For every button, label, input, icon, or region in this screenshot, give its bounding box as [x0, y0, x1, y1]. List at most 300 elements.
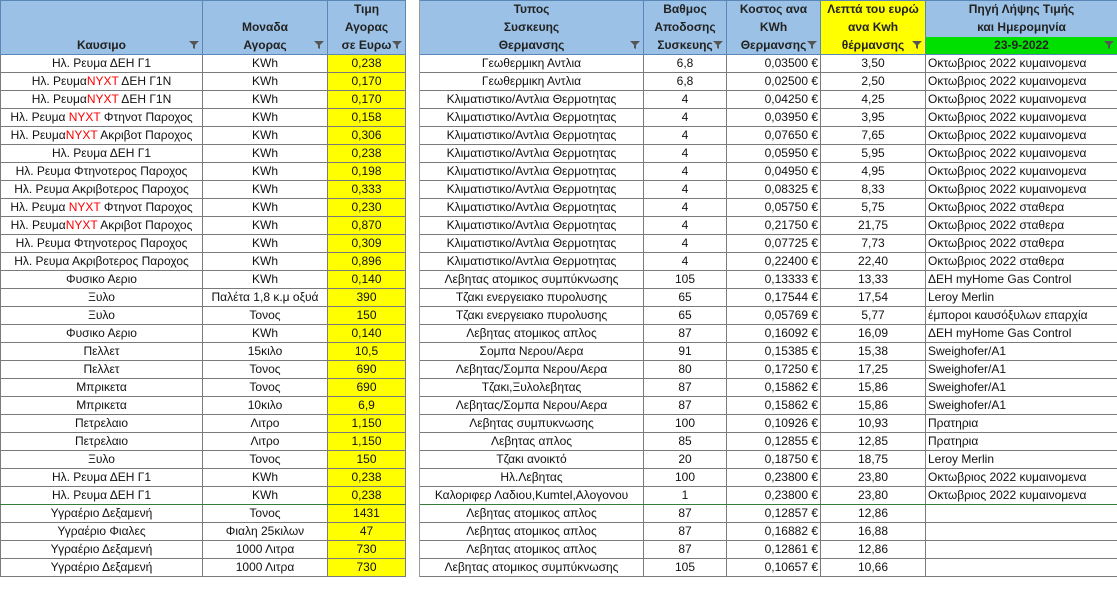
gap-cell: [406, 145, 420, 163]
source-cell[interactable]: έμποροι καυσόξυλων επαρχία: [926, 307, 1117, 325]
cents-cell[interactable]: 7,73: [821, 235, 926, 253]
device-type-cell[interactable]: Κλιματιστικο/Αντλια Θερμοτητας: [420, 163, 644, 181]
price-cell[interactable]: 390: [328, 289, 406, 307]
cost-cell[interactable]: 0,17250 €: [727, 361, 821, 379]
efficiency-cell[interactable]: 87: [644, 505, 727, 523]
unit-cell[interactable]: Τονος: [203, 451, 328, 469]
unit-cell[interactable]: KWh: [203, 73, 328, 91]
header-price-top: Τιμη: [328, 1, 406, 19]
fuel-text: Ηλ. Ρευμα ΔΕΗ Γ1: [51, 56, 152, 70]
fuel-text: Ξυλο: [88, 452, 115, 466]
cost-cell[interactable]: 0,10657 €: [727, 559, 821, 577]
fuel-text: Ηλ. Ρευμα: [10, 218, 66, 232]
efficiency-cell[interactable]: 6,8: [644, 73, 727, 91]
source-cell[interactable]: Sweighofer/A1: [926, 379, 1117, 397]
source-cell[interactable]: Οκτωβριος 2022 σταθερα: [926, 199, 1117, 217]
cost-cell[interactable]: 0,23800 €: [727, 469, 821, 487]
night-tariff-text: ΝΥΧΤ: [65, 218, 98, 232]
header-type[interactable]: [420, 37, 644, 55]
gap-cell: [406, 55, 420, 73]
device-type-cell[interactable]: Τζακι ενεργειακο πυρολυσης: [420, 307, 644, 325]
cents-cell[interactable]: 15,38: [821, 343, 926, 361]
source-cell[interactable]: Sweighofer/A1: [926, 397, 1117, 415]
cents-cell[interactable]: 12,86: [821, 541, 926, 559]
fuel-cell[interactable]: [1, 325, 203, 343]
header-cost-mid: KWh: [727, 19, 821, 37]
table-row: [1, 397, 1117, 415]
source-cell[interactable]: Οκτωβριος 2022 κυμαινομενα: [926, 487, 1117, 505]
source-cell[interactable]: Sweighofer/A1: [926, 361, 1117, 379]
filter-dropdown-icon[interactable]: [630, 40, 640, 50]
unit-cell[interactable]: 10κιλο: [203, 397, 328, 415]
device-type-cell[interactable]: Καλοριφερ Λαδιου,Kumtel,Αλογονου: [420, 487, 644, 505]
device-type-cell[interactable]: Λεβητας/Σομπα Νερου/Αερα: [420, 361, 644, 379]
table-row: [1, 541, 1117, 559]
source-cell[interactable]: Οκτωβριος 2022 σταθερα: [926, 235, 1117, 253]
header-eff-label: Συσκευης: [657, 37, 713, 52]
unit-cell[interactable]: KWh: [203, 271, 328, 289]
gap-cell: [406, 19, 420, 37]
efficiency-cell[interactable]: 4: [644, 145, 727, 163]
device-type-cell[interactable]: Λεβητας ατομικος απλος: [420, 325, 644, 343]
price-cell[interactable]: 1,150: [328, 433, 406, 451]
fuel-cell[interactable]: [1, 55, 203, 73]
header-eff[interactable]: [644, 37, 727, 55]
header-cents[interactable]: [821, 37, 926, 55]
unit-cell[interactable]: KWh: [203, 469, 328, 487]
fuel-cell[interactable]: [1, 433, 203, 451]
unit-cell[interactable]: Τονος: [203, 361, 328, 379]
cents-cell[interactable]: 8,33: [821, 181, 926, 199]
gap-cell: [406, 217, 420, 235]
price-cell[interactable]: 0,870: [328, 217, 406, 235]
table-row: [1, 307, 1117, 325]
gap-cell: [406, 559, 420, 577]
cost-cell[interactable]: 0,12861 €: [727, 541, 821, 559]
source-cell[interactable]: Leroy Merlin: [926, 289, 1117, 307]
cents-cell[interactable]: 12,86: [821, 505, 926, 523]
cents-cell[interactable]: 23,80: [821, 487, 926, 505]
device-type-cell[interactable]: Τζακι,Ξυλολεβητας: [420, 379, 644, 397]
efficiency-cell[interactable]: 87: [644, 379, 727, 397]
fuel-cell[interactable]: [1, 469, 203, 487]
fuel-text: Φυσικο Αεριο: [66, 272, 137, 286]
price-cell[interactable]: 0,333: [328, 181, 406, 199]
device-type-cell[interactable]: Κλιματιστικο/Αντλια Θερμοτητας: [420, 145, 644, 163]
price-cell[interactable]: 0,306: [328, 127, 406, 145]
source-cell[interactable]: Οκτωβριος 2022 κυμαινομενα: [926, 181, 1117, 199]
cents-cell[interactable]: 18,75: [821, 451, 926, 469]
price-cell[interactable]: 0,230: [328, 199, 406, 217]
cost-cell[interactable]: 0,08325 €: [727, 181, 821, 199]
device-type-cell[interactable]: Λεβητας ατομικος απλος: [420, 523, 644, 541]
efficiency-cell[interactable]: 4: [644, 199, 727, 217]
price-cell[interactable]: 6,9: [328, 397, 406, 415]
price-cell[interactable]: 47: [328, 523, 406, 541]
cents-cell[interactable]: 4,25: [821, 91, 926, 109]
cents-cell[interactable]: 17,54: [821, 289, 926, 307]
price-cell[interactable]: 0,158: [328, 109, 406, 127]
cents-cell[interactable]: 3,95: [821, 109, 926, 127]
cents-cell[interactable]: 16,88: [821, 523, 926, 541]
table-row: [1, 469, 1117, 487]
cost-cell[interactable]: 0,03950 €: [727, 109, 821, 127]
price-cell[interactable]: 0,896: [328, 253, 406, 271]
efficiency-cell[interactable]: 65: [644, 289, 727, 307]
header-eff-top: Βαθμος: [644, 1, 727, 19]
gap-cell: [406, 325, 420, 343]
source-cell[interactable]: [926, 559, 1117, 577]
device-type-cell[interactable]: Κλιματιστικο/Αντλια Θερμοτητας: [420, 253, 644, 271]
source-cell[interactable]: ΔΕΗ myHome Gas Control: [926, 325, 1117, 343]
device-type-cell[interactable]: Λεβητας απλος: [420, 433, 644, 451]
table-row: [1, 379, 1117, 397]
fuel-text: Ηλ. Ρευμα Φτηνοτερος Παροχος: [15, 236, 188, 250]
efficiency-cell[interactable]: 100: [644, 469, 727, 487]
table-row: [1, 415, 1117, 433]
cents-cell[interactable]: 22,40: [821, 253, 926, 271]
device-type-cell[interactable]: Κλιματιστικο/Αντλια Θερμοτητας: [420, 217, 644, 235]
fuel-text: Ηλ. Ρευμα: [31, 92, 87, 106]
gap-cell: [406, 235, 420, 253]
source-cell[interactable]: Οκτωβριος 2022 κυμαινομενα: [926, 55, 1117, 73]
source-cell[interactable]: Οκτωβριος 2022 κυμαινομενα: [926, 91, 1117, 109]
price-cell[interactable]: 0,170: [328, 91, 406, 109]
efficiency-cell[interactable]: 4: [644, 235, 727, 253]
efficiency-cell[interactable]: 87: [644, 541, 727, 559]
price-cell[interactable]: 690: [328, 361, 406, 379]
unit-cell[interactable]: KWh: [203, 217, 328, 235]
source-cell[interactable]: Οκτωβριος 2022 κυμαινομενα: [926, 109, 1117, 127]
unit-cell[interactable]: KWh: [203, 127, 328, 145]
fuel-text: Ηλ. Ρευμα: [10, 110, 69, 124]
cents-cell[interactable]: 15,86: [821, 379, 926, 397]
fuel-cell[interactable]: [1, 109, 203, 127]
cost-cell[interactable]: 0,16882 €: [727, 523, 821, 541]
gap-cell: [406, 433, 420, 451]
fuel-cell[interactable]: [1, 73, 203, 91]
price-cell[interactable]: 690: [328, 379, 406, 397]
cost-cell[interactable]: 0,04250 €: [727, 91, 821, 109]
fuel-cell[interactable]: [1, 343, 203, 361]
fuel-text-suffix: ΔΕΗ Γ1Ν: [118, 74, 172, 88]
source-cell[interactable]: Οκτωβριος 2022 σταθερα: [926, 217, 1117, 235]
source-cell[interactable]: [926, 505, 1117, 523]
device-type-cell[interactable]: Σομπα Νερου/Αερα: [420, 343, 644, 361]
cents-cell[interactable]: 15,86: [821, 397, 926, 415]
table-row: [1, 217, 1117, 235]
cents-cell[interactable]: 5,75: [821, 199, 926, 217]
fuel-cell[interactable]: [1, 307, 203, 325]
table-row: [1, 343, 1117, 361]
efficiency-cell[interactable]: 65: [644, 307, 727, 325]
efficiency-cell[interactable]: 4: [644, 181, 727, 199]
filter-dropdown-icon[interactable]: [807, 40, 817, 50]
cost-cell[interactable]: 0,15862 €: [727, 397, 821, 415]
fuel-cell[interactable]: [1, 289, 203, 307]
fuel-cell[interactable]: [1, 127, 203, 145]
efficiency-cell[interactable]: 4: [644, 253, 727, 271]
source-cell[interactable]: Οκτωβριος 2022 κυμαινομενα: [926, 469, 1117, 487]
source-cell[interactable]: Οκτωβριος 2022 κυμαινομενα: [926, 163, 1117, 181]
fuel-cell[interactable]: [1, 91, 203, 109]
cents-cell[interactable]: 7,65: [821, 127, 926, 145]
cents-cell[interactable]: 5,95: [821, 145, 926, 163]
unit-cell[interactable]: KWh: [203, 181, 328, 199]
fuel-cell[interactable]: [1, 451, 203, 469]
cost-cell[interactable]: 0,12855 €: [727, 433, 821, 451]
fuel-text: Ηλ. Ρευμα: [31, 74, 87, 88]
fuel-cell[interactable]: [1, 199, 203, 217]
price-cell[interactable]: 0,170: [328, 73, 406, 91]
gap-cell: [406, 379, 420, 397]
cents-cell[interactable]: 23,80: [821, 469, 926, 487]
source-cell[interactable]: Πρατηρια: [926, 433, 1117, 451]
device-type-cell[interactable]: Λεβητας συμπυκνωσης: [420, 415, 644, 433]
cents-cell[interactable]: 13,33: [821, 271, 926, 289]
price-cell[interactable]: 1,150: [328, 415, 406, 433]
cents-cell[interactable]: 4,95: [821, 163, 926, 181]
efficiency-cell[interactable]: 1: [644, 487, 727, 505]
price-cell[interactable]: 0,140: [328, 271, 406, 289]
cost-cell[interactable]: 0,12857 €: [727, 505, 821, 523]
device-type-cell[interactable]: Τζακι ανοικτό: [420, 451, 644, 469]
cents-cell[interactable]: 17,25: [821, 361, 926, 379]
gap-cell: [406, 271, 420, 289]
device-type-cell[interactable]: Λεβητας/Σομπα Νερου/Αερα: [420, 397, 644, 415]
price-cell[interactable]: 150: [328, 307, 406, 325]
header-source-mid: και Ημερομηνία: [926, 19, 1117, 37]
cost-cell[interactable]: 0,03500 €: [727, 55, 821, 73]
device-type-cell[interactable]: Κλιματιστικο/Αντλια Θερμοτητας: [420, 109, 644, 127]
efficiency-cell[interactable]: 87: [644, 397, 727, 415]
cents-cell[interactable]: 21,75: [821, 217, 926, 235]
unit-cell[interactable]: KWh: [203, 235, 328, 253]
unit-cell[interactable]: KWh: [203, 253, 328, 271]
efficiency-cell[interactable]: 87: [644, 523, 727, 541]
unit-cell[interactable]: Λιτρο: [203, 433, 328, 451]
cost-cell[interactable]: 0,15385 €: [727, 343, 821, 361]
cost-cell[interactable]: 0,22400 €: [727, 253, 821, 271]
fuel-cell[interactable]: [1, 487, 203, 505]
fuel-cell[interactable]: [1, 217, 203, 235]
header-cost-top: Κοστος ανα: [727, 1, 821, 19]
efficiency-cell[interactable]: 105: [644, 271, 727, 289]
unit-cell[interactable]: KWh: [203, 487, 328, 505]
source-cell[interactable]: Οκτωβριος 2022 σταθερα: [926, 253, 1117, 271]
price-cell[interactable]: 0,238: [328, 487, 406, 505]
fuel-cell[interactable]: [1, 523, 203, 541]
unit-cell[interactable]: KWh: [203, 109, 328, 127]
cents-cell[interactable]: 16,09: [821, 325, 926, 343]
cost-cell[interactable]: 0,04950 €: [727, 163, 821, 181]
unit-cell[interactable]: KWh: [203, 145, 328, 163]
fuel-cell[interactable]: [1, 235, 203, 253]
table-row: [1, 127, 1117, 145]
cost-cell[interactable]: 0,05950 €: [727, 145, 821, 163]
cents-cell[interactable]: 2,50: [821, 73, 926, 91]
efficiency-cell[interactable]: 4: [644, 109, 727, 127]
header-price[interactable]: [328, 37, 406, 55]
cost-cell[interactable]: 0,23800 €: [727, 487, 821, 505]
cost-cell[interactable]: 0,02500 €: [727, 73, 821, 91]
header-unit[interactable]: [203, 37, 328, 55]
cost-cell[interactable]: 0,17544 €: [727, 289, 821, 307]
device-type-cell[interactable]: Λεβητας ατομικος συμπύκνωσης: [420, 559, 644, 577]
table-row: [1, 271, 1117, 289]
fuel-cell[interactable]: [1, 361, 203, 379]
device-type-cell[interactable]: Λεβητας ατομικος συμπύκνωσης: [420, 271, 644, 289]
unit-cell[interactable]: KWh: [203, 55, 328, 73]
device-type-cell[interactable]: Κλιματιστικο/Αντλια Θερμοτητας: [420, 127, 644, 145]
price-cell[interactable]: 10,5: [328, 343, 406, 361]
cost-cell[interactable]: 0,13333 €: [727, 271, 821, 289]
filter-dropdown-icon[interactable]: [189, 40, 199, 50]
gap-cell: [406, 307, 420, 325]
table-row: [1, 433, 1117, 451]
device-type-cell[interactable]: Κλιματιστικο/Αντλια Θερμοτητας: [420, 91, 644, 109]
unit-cell[interactable]: KWh: [203, 163, 328, 181]
fuel-cell[interactable]: [1, 253, 203, 271]
price-cell[interactable]: 730: [328, 541, 406, 559]
efficiency-cell[interactable]: 4: [644, 91, 727, 109]
fuel-text-suffix: Ακριβοτ Παροχος: [97, 218, 193, 232]
efficiency-cell[interactable]: 80: [644, 361, 727, 379]
efficiency-cell[interactable]: 6,8: [644, 55, 727, 73]
efficiency-cell[interactable]: 20: [644, 451, 727, 469]
cost-cell[interactable]: 0,05750 €: [727, 199, 821, 217]
fuel-cell[interactable]: [1, 181, 203, 199]
price-cell[interactable]: 730: [328, 559, 406, 577]
device-type-cell[interactable]: Λεβητας ατομικος απλος: [420, 505, 644, 523]
efficiency-cell[interactable]: 91: [644, 343, 727, 361]
fuel-cell[interactable]: [1, 271, 203, 289]
fuel-cell[interactable]: [1, 505, 203, 523]
source-cell[interactable]: Πρατηρια: [926, 415, 1117, 433]
price-cell[interactable]: 150: [328, 451, 406, 469]
gap-cell: [406, 361, 420, 379]
unit-cell[interactable]: Τονος: [203, 505, 328, 523]
filter-dropdown-icon[interactable]: [392, 40, 402, 50]
device-type-cell[interactable]: Τζακι ενεργειακο πυρολυσης: [420, 289, 644, 307]
source-cell[interactable]: [926, 541, 1117, 559]
cost-cell[interactable]: 0,10926 €: [727, 415, 821, 433]
price-cell[interactable]: 0,198: [328, 163, 406, 181]
device-type-cell[interactable]: Ηλ.Λεβητας: [420, 469, 644, 487]
header-fuel[interactable]: [1, 37, 203, 55]
cost-cell[interactable]: 0,05769 €: [727, 307, 821, 325]
fuel-cell[interactable]: [1, 163, 203, 181]
device-type-cell[interactable]: Κλιματιστικο/Αντλια Θερμοτητας: [420, 235, 644, 253]
unit-cell[interactable]: 1000 Λιτρα: [203, 559, 328, 577]
unit-cell[interactable]: 1000 Λιτρα: [203, 541, 328, 559]
filter-dropdown-icon[interactable]: [314, 40, 324, 50]
header-cost-label: Θερμανσης: [740, 37, 807, 52]
cost-cell[interactable]: 0,18750 €: [727, 451, 821, 469]
unit-cell[interactable]: 15κιλο: [203, 343, 328, 361]
fuel-text: Ηλ. Ρευμα Φτηνοτερος Παροχος: [15, 164, 188, 178]
cost-cell[interactable]: 0,07650 €: [727, 127, 821, 145]
gap-cell: [406, 253, 420, 271]
price-cell[interactable]: 0,309: [328, 235, 406, 253]
unit-cell[interactable]: Φιαλη 25κιλων: [203, 523, 328, 541]
table-row: [1, 199, 1117, 217]
fuel-text: Ηλ. Ρευμα ΔΕΗ Γ1: [51, 470, 152, 484]
cents-cell[interactable]: 3,50: [821, 55, 926, 73]
device-type-cell[interactable]: Κλιματιστικο/Αντλια Θερμοτητας: [420, 181, 644, 199]
source-cell[interactable]: Οκτωβριος 2022 κυμαινομενα: [926, 127, 1117, 145]
source-cell[interactable]: Leroy Merlin: [926, 451, 1117, 469]
fuel-text: Υγραέριο Δεξαμενή: [50, 506, 153, 520]
fuel-cell[interactable]: [1, 541, 203, 559]
unit-cell[interactable]: KWh: [203, 91, 328, 109]
unit-cell[interactable]: Τονος: [203, 307, 328, 325]
efficiency-cell[interactable]: 85: [644, 433, 727, 451]
device-type-cell[interactable]: Γεωθερμικη Αντλια: [420, 73, 644, 91]
efficiency-cell[interactable]: 105: [644, 559, 727, 577]
efficiency-cell[interactable]: 87: [644, 325, 727, 343]
unit-cell[interactable]: Παλέτα 1,8 κ.μ οξυά: [203, 289, 328, 307]
filter-dropdown-icon[interactable]: [713, 40, 723, 50]
fuel-cell[interactable]: [1, 415, 203, 433]
price-cell[interactable]: 0,140: [328, 325, 406, 343]
unit-cell[interactable]: Τονος: [203, 379, 328, 397]
price-cell[interactable]: 0,238: [328, 145, 406, 163]
efficiency-cell[interactable]: 4: [644, 217, 727, 235]
fuel-cell[interactable]: [1, 379, 203, 397]
fuel-cell[interactable]: [1, 397, 203, 415]
filter-dropdown-icon[interactable]: [912, 40, 922, 50]
efficiency-cell[interactable]: 4: [644, 163, 727, 181]
device-type-cell[interactable]: Κλιματιστικο/Αντλια Θερμοτητας: [420, 199, 644, 217]
cents-cell[interactable]: 10,93: [821, 415, 926, 433]
source-cell[interactable]: Sweighofer/A1: [926, 343, 1117, 361]
gap-cell: [406, 181, 420, 199]
gap-cell: [406, 163, 420, 181]
cents-cell[interactable]: 12,85: [821, 433, 926, 451]
price-cell[interactable]: 1431: [328, 505, 406, 523]
source-cell[interactable]: ΔΕΗ myHome Gas Control: [926, 271, 1117, 289]
unit-cell[interactable]: KWh: [203, 325, 328, 343]
efficiency-cell[interactable]: 100: [644, 415, 727, 433]
device-type-cell[interactable]: Λεβητας ατομικος απλος: [420, 541, 644, 559]
cents-cell[interactable]: 5,77: [821, 307, 926, 325]
source-cell[interactable]: Οκτωβριος 2022 κυμαινομενα: [926, 73, 1117, 91]
cost-cell[interactable]: 0,16092 €: [727, 325, 821, 343]
price-cell[interactable]: 0,238: [328, 469, 406, 487]
fuel-cell[interactable]: [1, 145, 203, 163]
fuel-cell[interactable]: [1, 559, 203, 577]
price-cell[interactable]: 0,238: [328, 55, 406, 73]
cost-cell[interactable]: 0,21750 €: [727, 217, 821, 235]
header-source[interactable]: [926, 37, 1117, 55]
unit-cell[interactable]: KWh: [203, 199, 328, 217]
source-cell[interactable]: Οκτωβριος 2022 κυμαινομενα: [926, 145, 1117, 163]
device-type-cell[interactable]: Γεωθερμικη Αντλια: [420, 55, 644, 73]
cost-cell[interactable]: 0,15862 €: [727, 379, 821, 397]
cost-cell[interactable]: 0,07725 €: [727, 235, 821, 253]
table-row: [1, 235, 1117, 253]
table-row: [1, 487, 1117, 505]
unit-cell[interactable]: Λιτρο: [203, 415, 328, 433]
filter-dropdown-icon[interactable]: [1104, 40, 1114, 50]
cents-cell[interactable]: 10,66: [821, 559, 926, 577]
efficiency-cell[interactable]: 4: [644, 127, 727, 145]
header-rows: [1, 1, 1117, 55]
header-cost[interactable]: [727, 37, 821, 55]
table-row: [1, 451, 1117, 469]
source-cell[interactable]: [926, 523, 1117, 541]
